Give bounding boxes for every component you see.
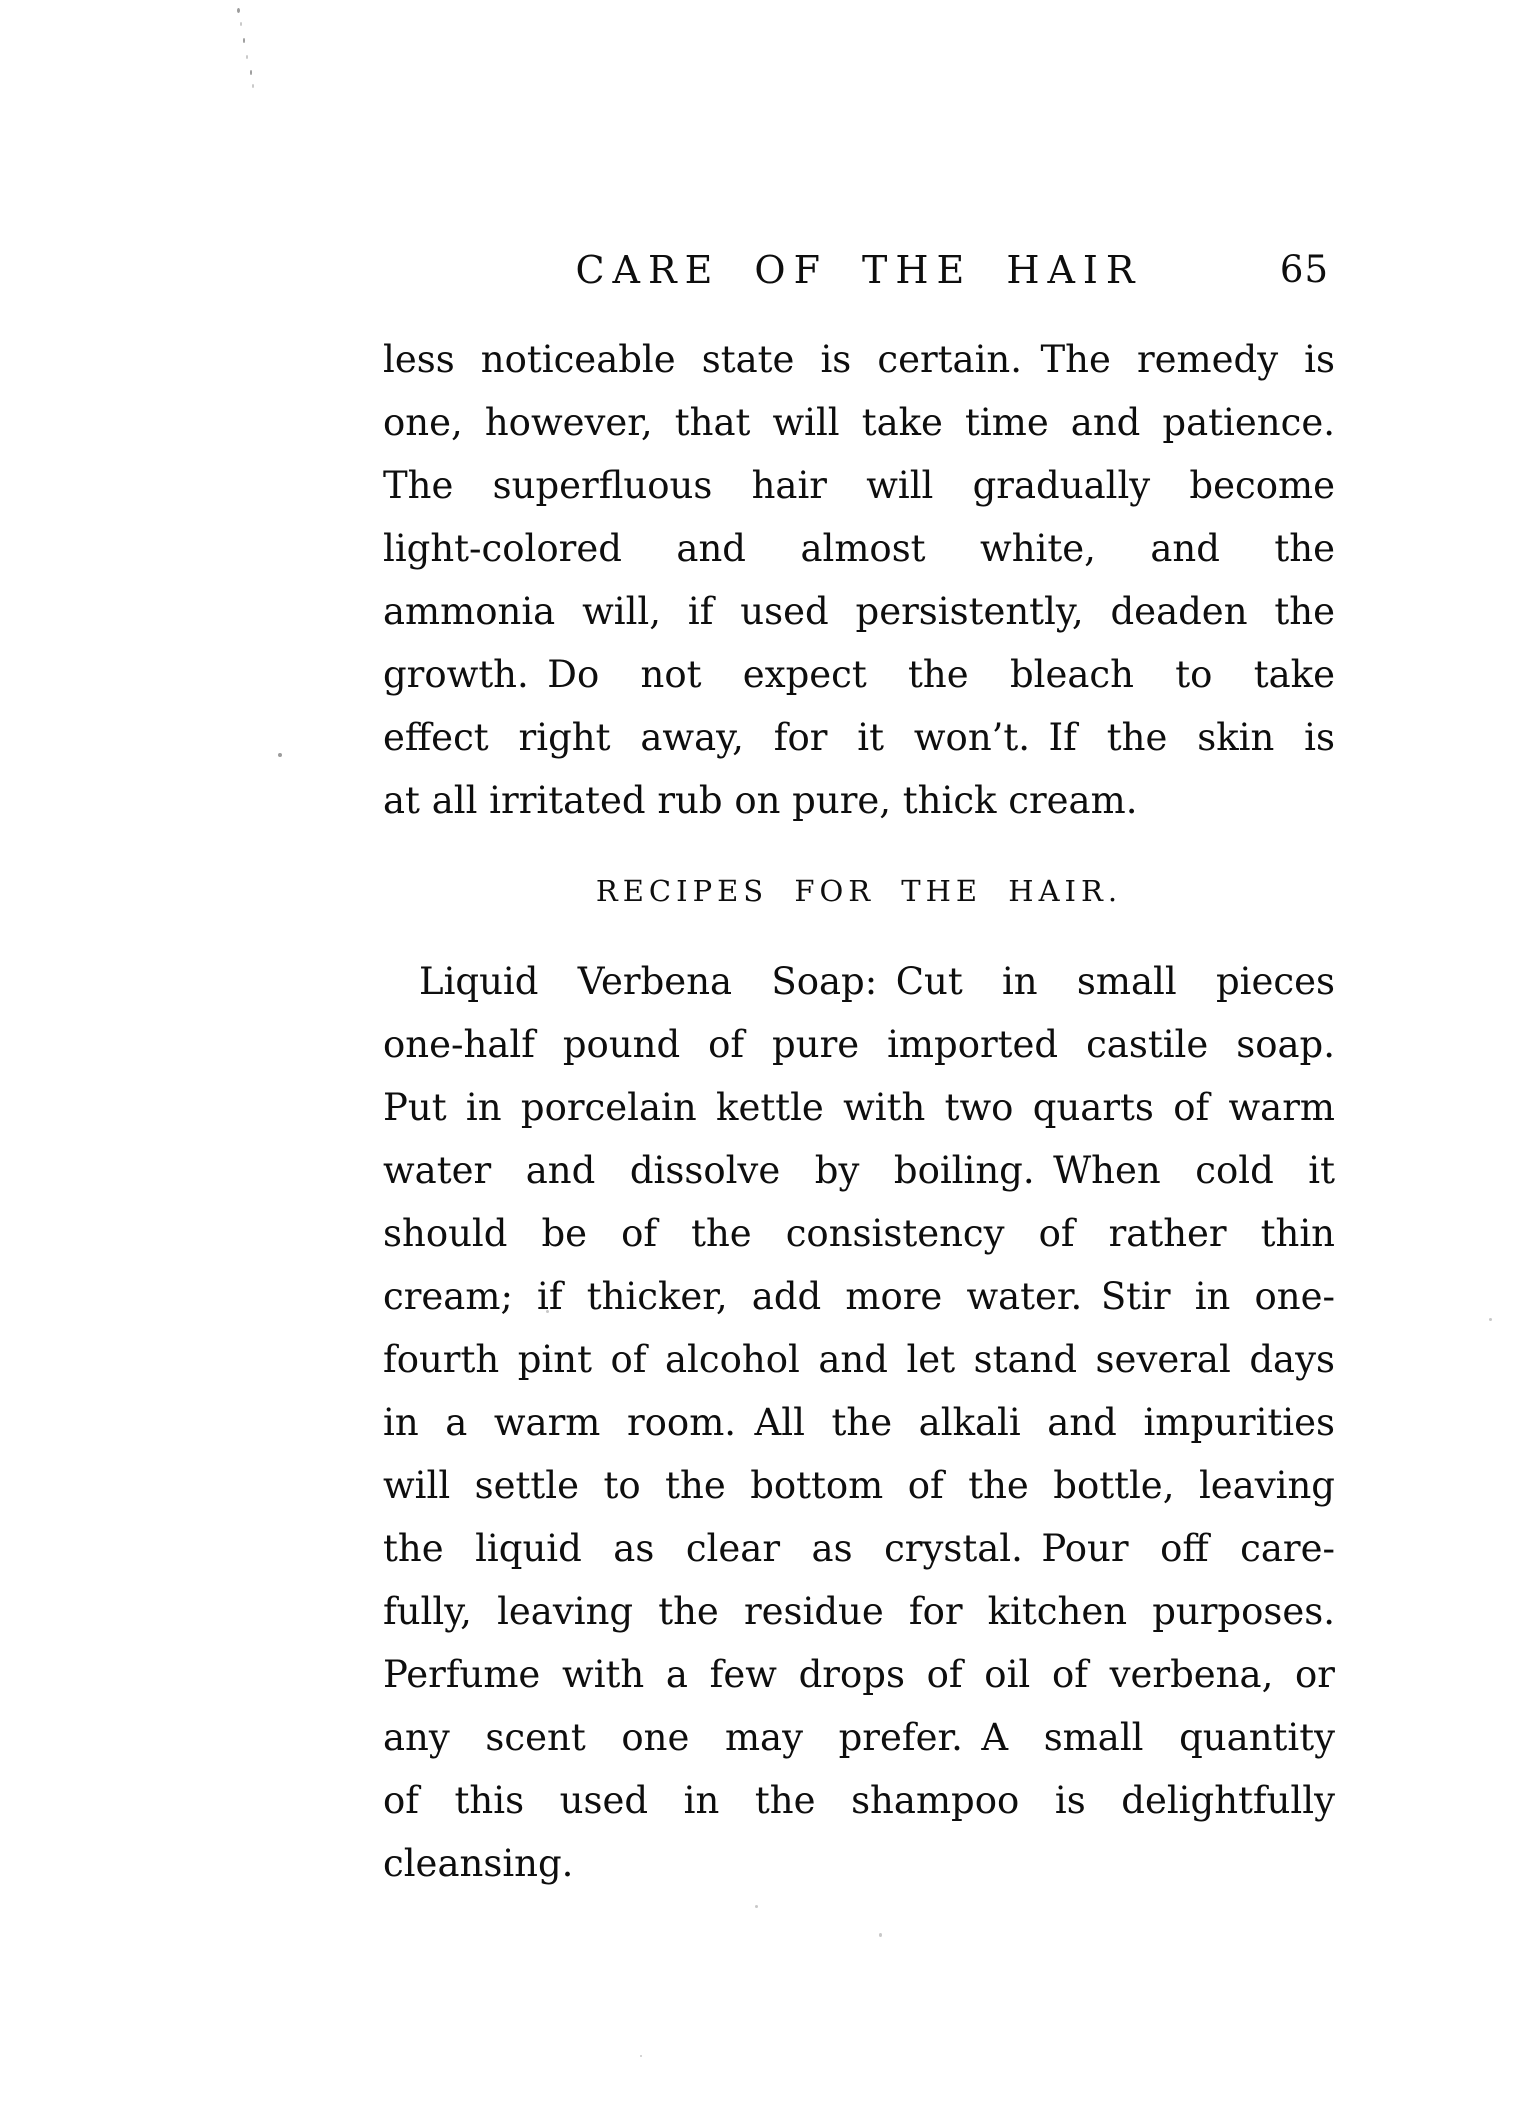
scan-artifact	[640, 2055, 642, 2057]
section-heading: RECIPES FOR THE HAIR.	[595, 874, 1123, 908]
text-line: of this used in the shampoo is delightfully	[383, 1779, 1335, 1822]
text-line: cleansing.	[383, 1842, 574, 1885]
text-line: effect right away, for it won’t. If the skin is	[383, 716, 1335, 759]
text-line: Perfume with a few drops of oil of verbena, or	[383, 1653, 1335, 1696]
scan-artifact	[1489, 1318, 1492, 1321]
paragraph	[383, 950, 1335, 1895]
scan-artifact	[243, 38, 245, 43]
text-line: ammonia will, if used persistently, deaden the	[383, 590, 1335, 633]
text-line: fully, leaving the residue for kitchen purposes.	[383, 1590, 1335, 1633]
text-line: water and dissolve by boiling. When cold it	[383, 1149, 1335, 1192]
scan-artifact	[252, 84, 254, 88]
text-line: in a warm room. All the alkali and impurities	[383, 1401, 1335, 1444]
paragraph	[383, 328, 1335, 832]
text-line: fourth pint of alcohol and let stand several days	[383, 1338, 1335, 1381]
text-line: any scent one may prefer. A small quantity	[383, 1716, 1335, 1759]
page-header	[383, 248, 1335, 298]
scan-artifact	[240, 22, 242, 26]
text-line: should be of the consistency of rather thin	[383, 1212, 1335, 1255]
text-line: less noticeable state is certain. The remedy is	[383, 338, 1335, 381]
scan-artifact	[546, 1310, 549, 1313]
text-line: the liquid as clear as crystal. Pour off care-	[383, 1527, 1335, 1570]
scan-artifact	[879, 1933, 882, 1937]
text-line: The superfluous hair will gradually become	[383, 464, 1335, 507]
text-line: Liquid Verbena Soap: Cut in small pieces	[419, 960, 1335, 1003]
text-line: at all irritated rub on pure, thick cream.	[383, 779, 1138, 822]
page-number: 65	[1279, 248, 1329, 291]
text-line: one, however, that will take time and patience.	[383, 401, 1335, 444]
scan-artifact	[755, 1905, 758, 1908]
scan-artifact	[237, 8, 240, 13]
scan-artifact	[278, 753, 282, 757]
page-title: CARE OF THE HAIR	[575, 248, 1143, 292]
text-line: one-half pound of pure imported castile soap.	[383, 1023, 1335, 1066]
scan-artifact	[246, 55, 248, 59]
text-line: cream; if thicker, add more water. Stir in one-	[383, 1275, 1335, 1318]
text-line: Put in porcelain kettle with two quarts of warm	[383, 1086, 1335, 1129]
text-line: light-colored and almost white, and the	[383, 527, 1335, 570]
text-line: will settle to the bottom of the bottle, leaving	[383, 1464, 1335, 1507]
scan-artifact	[250, 70, 252, 75]
text-line: growth. Do not expect the bleach to take	[383, 653, 1335, 696]
